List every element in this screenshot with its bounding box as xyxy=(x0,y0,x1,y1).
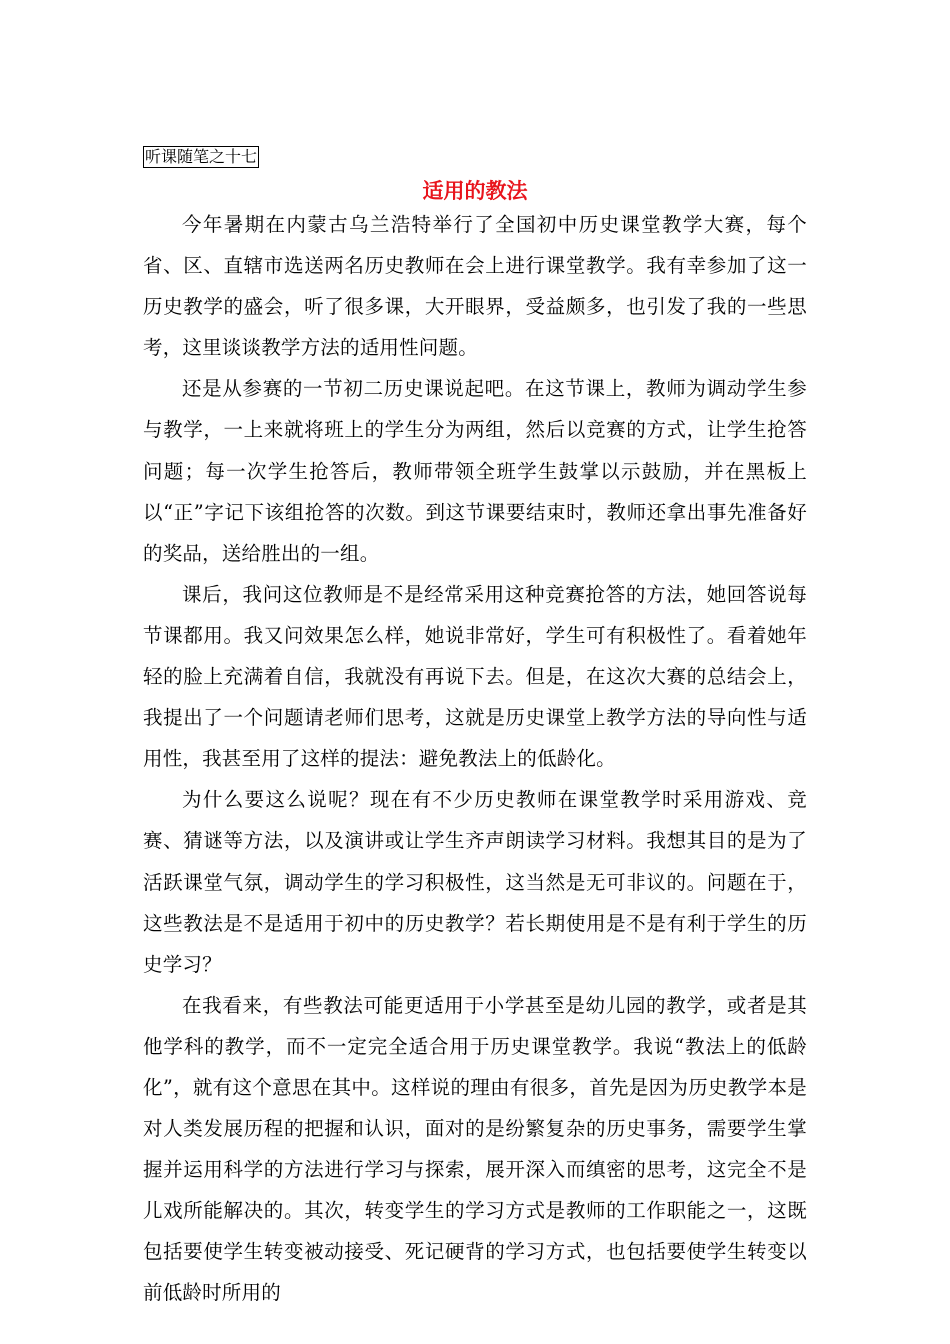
paragraph-1: 今年暑期在内蒙古乌兰浩特举行了全国初中历史课堂教学大赛，每个省、区、直辖市选送两名历史教师在会上进行课堂教学。我有幸参加了这一历史教学的盛会，听了很多课，大开眼界，受益颇多，也引发了我的一些思考，这里谈谈教学方法的适用性问题。 xyxy=(143,213,807,360)
article-body xyxy=(143,204,807,1314)
series-label: 听课随笔之十七 xyxy=(145,147,258,166)
paragraph-2: 还是从参赛的一节初二历史课说起吧。在这节课上，教师为调动学生参与教学，一上来就将班上的学生分为两组，然后以竞赛的方式，让学生抢答问题；每一次学生抢答后，教师带领全班学生鼓掌以示鼓励，并在黑板上以“正”字记下该组抢答的次数。到这节课要结束时，教师还拿出事先准备好的奖品，送给胜出的一组。 xyxy=(143,377,807,565)
article-title: 适用的教法 xyxy=(422,178,528,203)
paragraph-3: 课后，我问这位教师是不是经常采用这种竞赛抢答的方法，她回答说每节课都用。我又问效果怎么样，她说非常好，学生可有积极性了。看着她年轻的脸上充满着自信，我就没有再说下去。但是，在这次大赛的总结会上，我提出了一个问题请老师们思考，这就是历史课堂上教学方法的导向性与适用性，我甚至用了这样的提法：避免教法上的低龄化。 xyxy=(143,582,807,771)
paragraph-5: 在我看来，有些教法可能更适用于小学甚至是幼儿园的教学，或者是其他学科的教学，而不一定完全适合用于历史课堂教学。我说“教法上的低龄化”，就有这个意思在其中。这样说的理由有很多，首先是因为历史教学本是对人类发展历程的把握和认识，面对的是纷繁复杂的历史事务，需要学生掌握并运用科学的方法进行学习与探索，展开深入而缜密的思考，这完全不是儿戏所能解决的。其次，转变学生的学习方式是教师的工作职能之一，这既包括要使学生转变被动接受、死记硬背的学习方式，也包括要使学生转变以前低龄时所用的 xyxy=(143,993,807,1305)
paragraph-4: 为什么要这么说呢？现在有不少历史教师在课堂教学时采用游戏、竞赛、猜谜等方法，以及演讲或让学生齐声朗读学习材料。我想其目的是为了活跃课堂气氛，调动学生的学习积极性，这当然是无可非议的。问题在于，这些教法是不是适用于初中的历史教学？若长期使用是不是有利于学生的历史学习？ xyxy=(143,788,807,976)
